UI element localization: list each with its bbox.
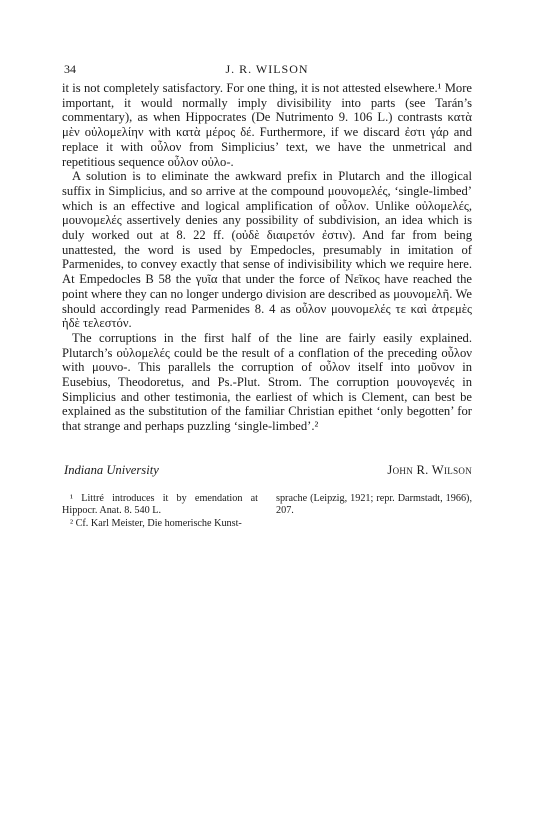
footnote-2: ² Cf. Karl Meister, Die homerische Kunst- bbox=[70, 517, 242, 529]
footnote-column-left bbox=[62, 493, 258, 530]
paragraph-1: it is not completely satisfactory. For one thing, it is not attested elsewhere.¹ More important, it would normally imply divisibility into parts (see Tarán’s commentary), as when Hippocrates (De Nutrimento 9. 106 L.) contrasts κατὰ μὲν οὐλομελίην with κατὰ μέρος δέ. Furthermore, if we discard ἐστι γάρ and replace it with οὖλον from Simplicius’ text, we have the unmetrical and repetitious sequence οὖλον οὐλο-. bbox=[62, 81, 472, 169]
page-number: 34 bbox=[64, 62, 76, 76]
article-body bbox=[62, 81, 472, 434]
footnote-1: ¹ Littré introduces it by emendation at Hippocr. Anat. 8. 540 L. bbox=[62, 493, 258, 517]
affiliation: Indiana University bbox=[64, 463, 159, 477]
page-header bbox=[62, 62, 472, 78]
author-name: John R. Wilson bbox=[387, 463, 472, 477]
paragraph-3: The corruptions in the first half of the line are fairly easily explained. Plutarch’s οὐλομελές could be the result of a conflation of the preceding οὖλον with μουνο-. This parallels the corruption of οὖλον itself into μοῦνον in Eusebius, Theodoretus, and Ps.-Plut. Strom. The corruption μουνογενές in Simplicius and other testimonia, the earliest of which is Clement, can best be explained as the substitution of the familiar Christian epithet ‘only begotten’ for that strange and perhaps puzzling ‘single-limbed’.² bbox=[62, 330, 472, 434]
signature bbox=[62, 463, 472, 479]
paragraph-2: A solution is to eliminate the awkward prefix in Plutarch and the illogical suffix in Simplicius, and so arrive at the compound μουνομελές, ‘single-limbed’ which is an effective and logical amplification of οὖλον. Unlike οὐλομελές, μουνομελές assertively denies any possibility of subdivision, an idea which is duly worked out at 8. 22 ff. (οὐδὲ διαιρετόν ἐστιν). And far from being unattested, the word is used by Empedocles, presumably in imitation of Parmenides, to convey exactly that sense of indivisibility which we require here. At Empedocles B 58 the γυῖα that under the force of Νεῖκος have reached the point where they can no longer undergo division are described as μουνομελῆ. We should accordingly read Parmenides 8. 4 as οὖλον μουνομελές τε καὶ ἀτρεμὲς ἠδὲ τελεστόν. bbox=[62, 169, 472, 331]
running-head: J. R. WILSON bbox=[225, 62, 309, 76]
footnote-2-continued: sprache (Leipzig, 1921; repr. Darmstadt, 1966), 207. bbox=[276, 493, 472, 517]
footnote-column-right bbox=[276, 493, 472, 518]
